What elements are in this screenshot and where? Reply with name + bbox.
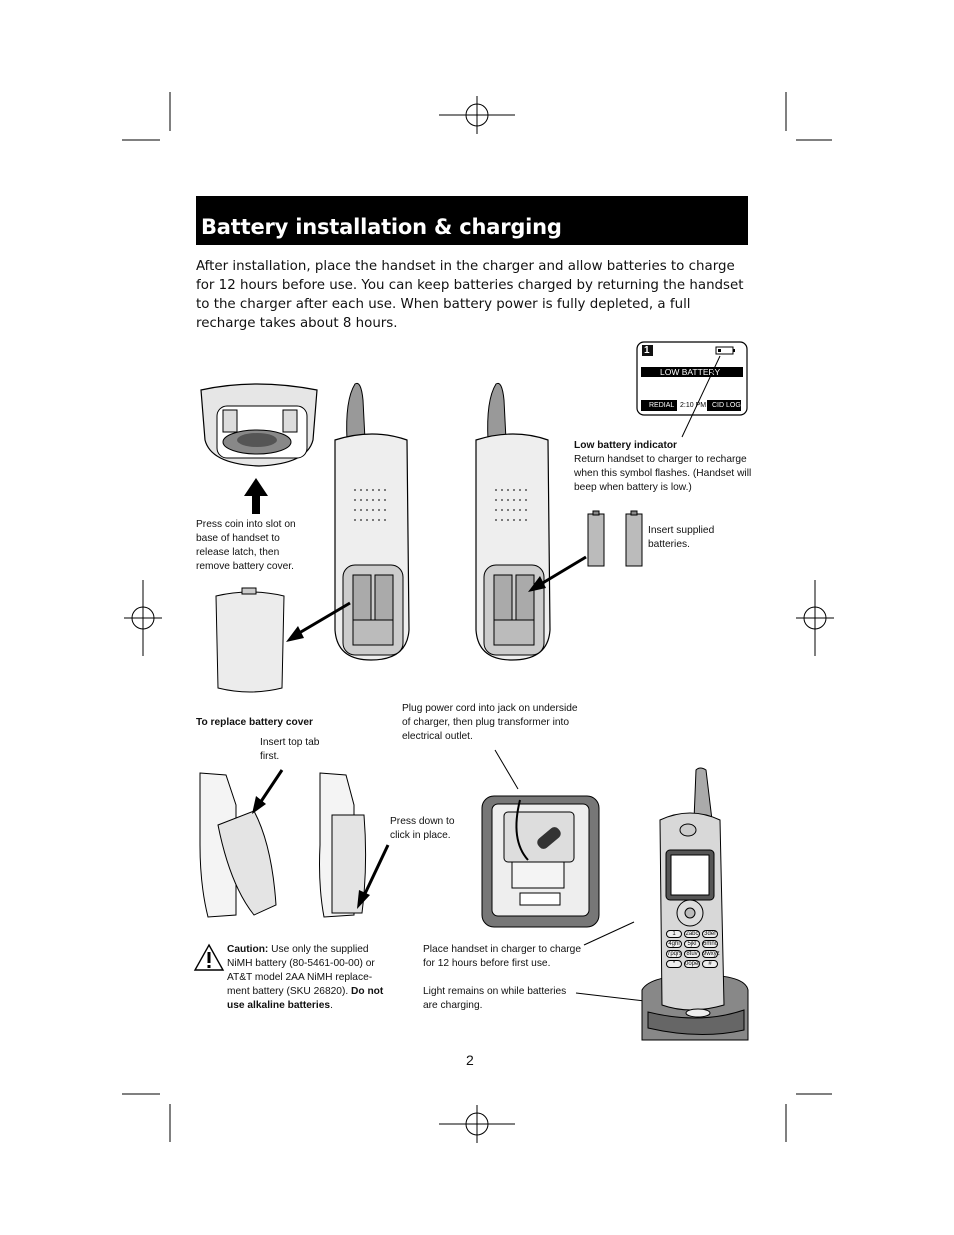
insert-batteries-text: Insert supplied batteries. xyxy=(648,525,715,550)
keypad-key[interactable]: 8tuv xyxy=(684,950,700,958)
page-number: 2 xyxy=(466,1052,474,1068)
keypad-key[interactable]: 9wxyz xyxy=(703,951,720,957)
keypad-key[interactable]: 6mno xyxy=(703,941,719,947)
caution-warning: Do not use alkaline batteries xyxy=(227,986,384,1011)
keypad-key[interactable]: * xyxy=(666,960,682,968)
keypad-key[interactable]: 2abc xyxy=(685,931,699,937)
caution-label: Caution: xyxy=(227,944,269,955)
low-battery-text: Return handset to charger to recharge when this symbol flashes. (Handset will beep when battery is low.) xyxy=(574,454,752,493)
keypad-key[interactable]: 5jkl xyxy=(684,940,700,948)
press-down-text: Press down to click in place. xyxy=(390,816,455,841)
plug-instruction: Plug power cord into jack on underside of charger, then plug transformer into electrical outlet. xyxy=(402,703,578,742)
keypad-key[interactable]: 1 xyxy=(666,930,682,938)
lcd-softkey-cid-log: CID LOG xyxy=(712,402,741,409)
caution-text: Use only the supplied NiMH battery (80-5461-00-00) or AT&T model 2AA NiMH replace-ment battery (SKU 26820). xyxy=(227,944,375,997)
replace-cover-heading: To replace battery cover xyxy=(196,717,314,728)
page-title: Battery installation & charging xyxy=(201,215,562,239)
lcd-softkey-redial: REDIAL xyxy=(649,402,675,409)
keypad-key[interactable]: 7pqrs xyxy=(667,951,683,957)
intro-paragraph: After installation, place the handset in the charger and allow batteries to charge for 12 hours before use. You can keep batteries charged by returning the handset to the charger after each use. When battery power is fully depleted, a full recharge takes about 8 hours. xyxy=(196,259,744,331)
lcd-line-number: 1 xyxy=(644,345,650,356)
coin-instruction: Press coin into slot on base of handset to release latch, then remove battery cover. xyxy=(196,519,296,572)
keypad-key[interactable]: 3def xyxy=(702,930,718,938)
insert-top-tab-text: Insert top tab first. xyxy=(260,737,320,762)
keypad xyxy=(666,930,720,968)
place-handset-text: Place handset in charger to charge for 12 hours before first use. xyxy=(423,944,582,969)
keypad-key[interactable]: 4ghi xyxy=(666,940,682,948)
keypad-key[interactable]: 0oper xyxy=(685,961,701,967)
lcd-message: LOW BATTERY xyxy=(660,367,721,377)
keypad-key[interactable]: # xyxy=(702,960,718,968)
caution-end: . xyxy=(330,1000,333,1011)
light-text: Light remains on while batteries are charging. xyxy=(423,986,567,1011)
lcd-time: 2:10 PM xyxy=(680,402,707,409)
low-battery-heading: Low battery indicator xyxy=(574,440,678,451)
